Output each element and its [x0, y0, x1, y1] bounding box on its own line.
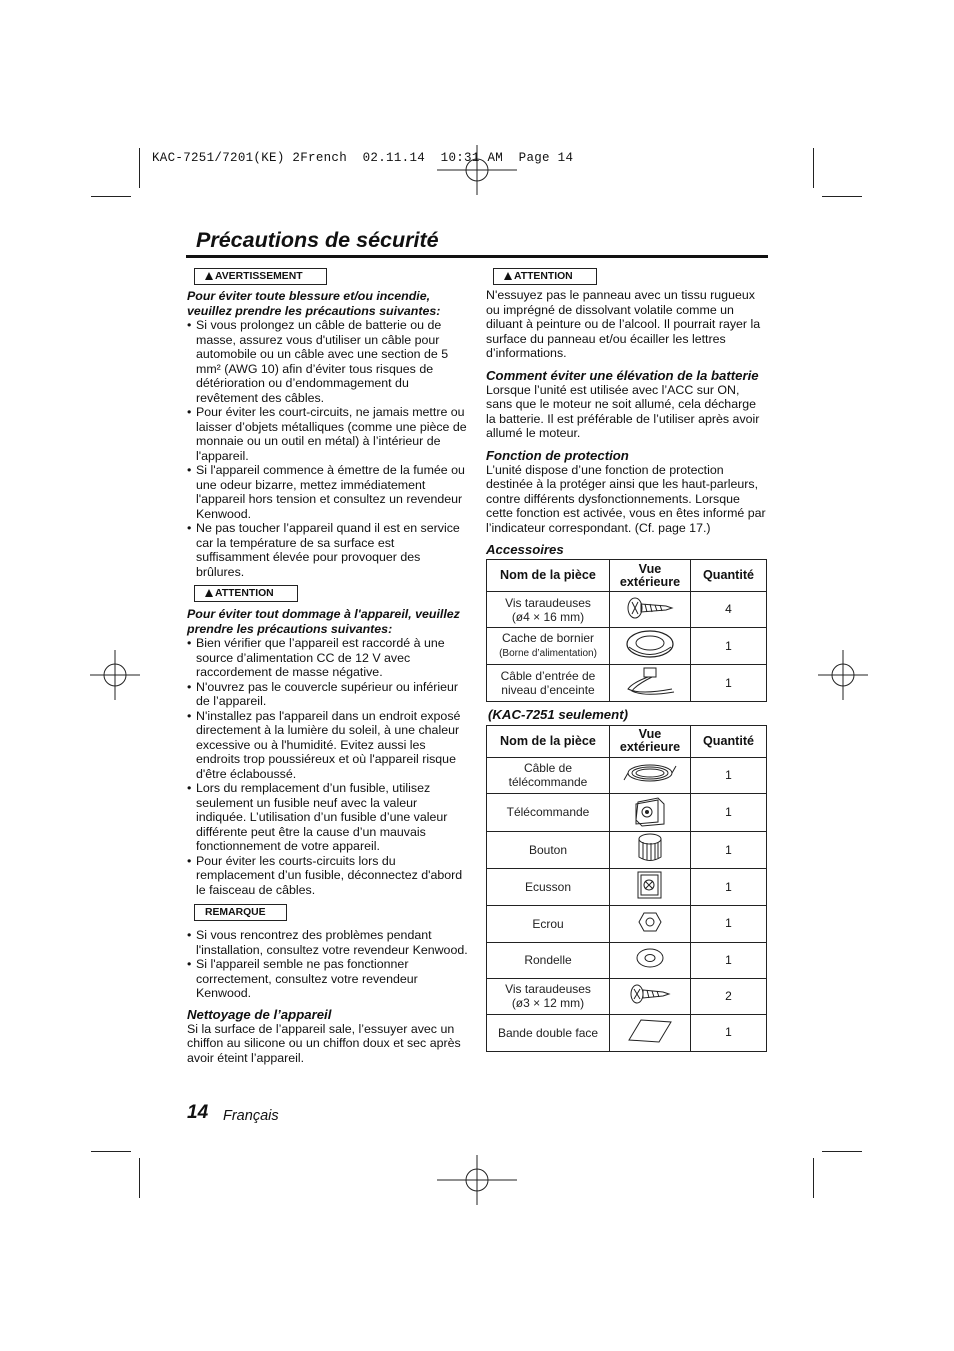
registration-mark-icon	[90, 650, 140, 700]
table-header: Quantité	[691, 725, 767, 757]
warning-lead: Pour éviter toute blessure et/ou incendie, veuillez prendre les précautions suivantes:	[187, 289, 441, 318]
table-header: Vue extérieure	[610, 725, 691, 757]
screw-icon	[626, 595, 674, 621]
note-list	[187, 928, 469, 1001]
crop-mark	[813, 148, 814, 188]
note-badge: REMARQUE	[194, 904, 287, 921]
tape-icon	[627, 1018, 673, 1044]
table-row: Vis taraudeuses (ø3 × 12 mm) 2	[487, 978, 767, 1014]
warning-badge: AVERTISSEMENT	[194, 268, 327, 285]
list-item: • Si vous rencontrez des problèmes pendant l'installation, consultez votre revendeur Kenwood.	[187, 928, 469, 957]
title-rule	[186, 255, 768, 258]
list-item: • Si l'appareil semble ne pas fonctionner correctement, consultez votre revendeur Kenwood.	[187, 957, 469, 1001]
list-item: • N'ouvrez pas le couvercle supérieur ou inférieur de l’appareil.	[187, 680, 469, 709]
terminal-cover-icon	[624, 628, 676, 660]
page-title: Précautions de sécurité	[196, 228, 439, 252]
table-row: Cache de bornier (Borne d’alimentation) 1	[487, 628, 767, 665]
table-row: Vis taraudeuses (ø4 × 16 mm) 4	[487, 592, 767, 628]
escutcheon-icon	[635, 869, 665, 901]
remote-cable-icon	[623, 758, 677, 788]
table-header: Quantité	[691, 560, 767, 592]
list-item: • Bien vérifier que l’appareil est raccordé à une source d’alimentation CC de 12 V avec raccordement de masse négative.	[187, 636, 469, 680]
battery-heading: Comment éviter une élévation de la batterie	[486, 367, 759, 383]
table-header: Nom de la pièce	[487, 725, 610, 757]
speaker-cable-icon	[622, 665, 678, 697]
table-row: Télécommande 1	[487, 793, 767, 832]
caution-badge: ATTENTION	[493, 268, 597, 285]
battery-text: Lorsque l’unité est utilisée avec l’ACC sur ON, sans que le moteur ne soit allumé, cela décharge la batterie. Il est préférable de l’utiliser après avoir allumé le moteur.	[486, 382, 760, 440]
registration-mark-icon	[437, 1155, 517, 1205]
table-header: Nom de la pièce	[487, 560, 610, 592]
caution-text: N'essuyez pas le panneau avec un tissu rugueux ou imprégné de dissolvant volatile comme un diluant à peinture ou de l’alcool. Il pourrait rayer la surface du panneau et/ou écailler les lettres d’informations.	[486, 288, 761, 360]
list-item: • N'installez pas l'appareil dans un endroit exposé directement à la lumière du soleil, à une chaleur excessive ou à l'humidité. Evitez aussi les endroits trop poussiéreux et où l'appareil risque d'être éclaboussé.	[187, 709, 469, 782]
crop-mark	[91, 1151, 131, 1152]
table-row: Bouton 1	[487, 832, 767, 869]
list-item: • Lors du remplacement d’un fusible, utilisez seulement un fusible neuf avec la valeur indiquée. L’utilisation d’un fusible d’une valeur différente peut être la cause d’un mauvais fonctionnement de votre appareil.	[187, 781, 469, 854]
warning-icon	[205, 589, 213, 597]
accessories-table	[486, 559, 767, 702]
list-item: • Ne pas toucher l’appareil quand il est en service car la température de sa surface est suffisamment élevée pour provoquer des brûlures.	[187, 521, 469, 579]
crop-mark	[822, 196, 862, 197]
crop-mark	[139, 1158, 140, 1198]
table-row: Bande double face 1	[487, 1014, 767, 1051]
list-item: • Pour éviter les courts-circuits lors du remplacement d’un fusible, déconnectez d'abord le faisceau de câbles.	[187, 854, 469, 898]
page-language: Français	[223, 1108, 279, 1124]
left-column	[187, 268, 469, 1065]
cleaning-text: Si la surface de l’appareil sale, l’essuyer avec un chiffon au silicone ou un chiffon doux et sec après avoir éteint l’appareil.	[187, 1021, 461, 1065]
list-item: • Pour éviter les court-circuits, ne jamais mettre ou laisser d’objets métalliques (comme une pièce de monnaie ou un outil en métal) à l’intérieur de l'appareil.	[187, 405, 469, 463]
kac-accessories-table	[486, 725, 767, 1052]
warning-list	[187, 318, 469, 579]
table-row: Rondelle 1	[487, 942, 767, 978]
screw-icon	[629, 982, 671, 1006]
registration-mark-icon	[818, 650, 868, 700]
remote-control-icon	[632, 794, 668, 828]
table-row: Ecrou 1	[487, 905, 767, 942]
table-row: Câble d’entrée de niveau d’enceinte 1	[487, 665, 767, 702]
crop-mark	[813, 1158, 814, 1198]
warning-icon	[504, 272, 512, 280]
table-row: Câble de télécommande 1	[487, 757, 767, 793]
caution-lead: Pour éviter tout dommage à l'appareil, veuillez prendre les précautions suivantes:	[187, 607, 460, 636]
cleaning-heading: Nettoyage de l’appareil	[187, 1006, 332, 1022]
knob-icon	[635, 832, 665, 864]
list-item: • Si vous prolongez un câble de batterie ou de masse, assurez vous d'utiliser un câble pour automobile ou un câble avec une section de 5 mm² (AWG 10) afin d’éviter tous risques de détérioration ou d’endommagement du revêtement des câbles.	[187, 318, 469, 405]
right-column	[486, 268, 768, 1052]
washer-icon	[635, 947, 665, 969]
table-row: Ecusson 1	[487, 869, 767, 906]
crop-mark	[822, 1151, 862, 1152]
caution-list	[187, 636, 469, 897]
kac-heading: (KAC-7251 seulement)	[488, 706, 628, 722]
list-item: • Si l'appareil commence à émettre de la fumée ou une odeur bizarre, mettez immédiatement l'appareil hors tension et consultez un revendeur Kenwood.	[187, 463, 469, 521]
print-slug: KAC-7251/7201(KE) 2French 02.11.14 10:31 AM Page 14	[152, 151, 574, 165]
page-number: 14	[187, 1102, 209, 1123]
caution-badge: ATTENTION	[194, 585, 298, 602]
protection-text: L’unité dispose d’une fonction de protection destinée à la protéger ainsi que les haut-parleurs, contre différents dysfonctionnements. Lorsque cette fonction est activée, vous en êtes informé par l’indicateur correspondant. (Cf. page 17.)	[486, 462, 766, 535]
crop-mark	[139, 148, 140, 188]
warning-icon	[205, 272, 213, 280]
protection-heading: Fonction de protection	[486, 447, 629, 463]
crop-mark	[91, 196, 131, 197]
table-header: Vue extérieure	[610, 560, 691, 592]
nut-icon	[638, 911, 662, 933]
accessories-heading: Accessoires	[486, 542, 564, 557]
